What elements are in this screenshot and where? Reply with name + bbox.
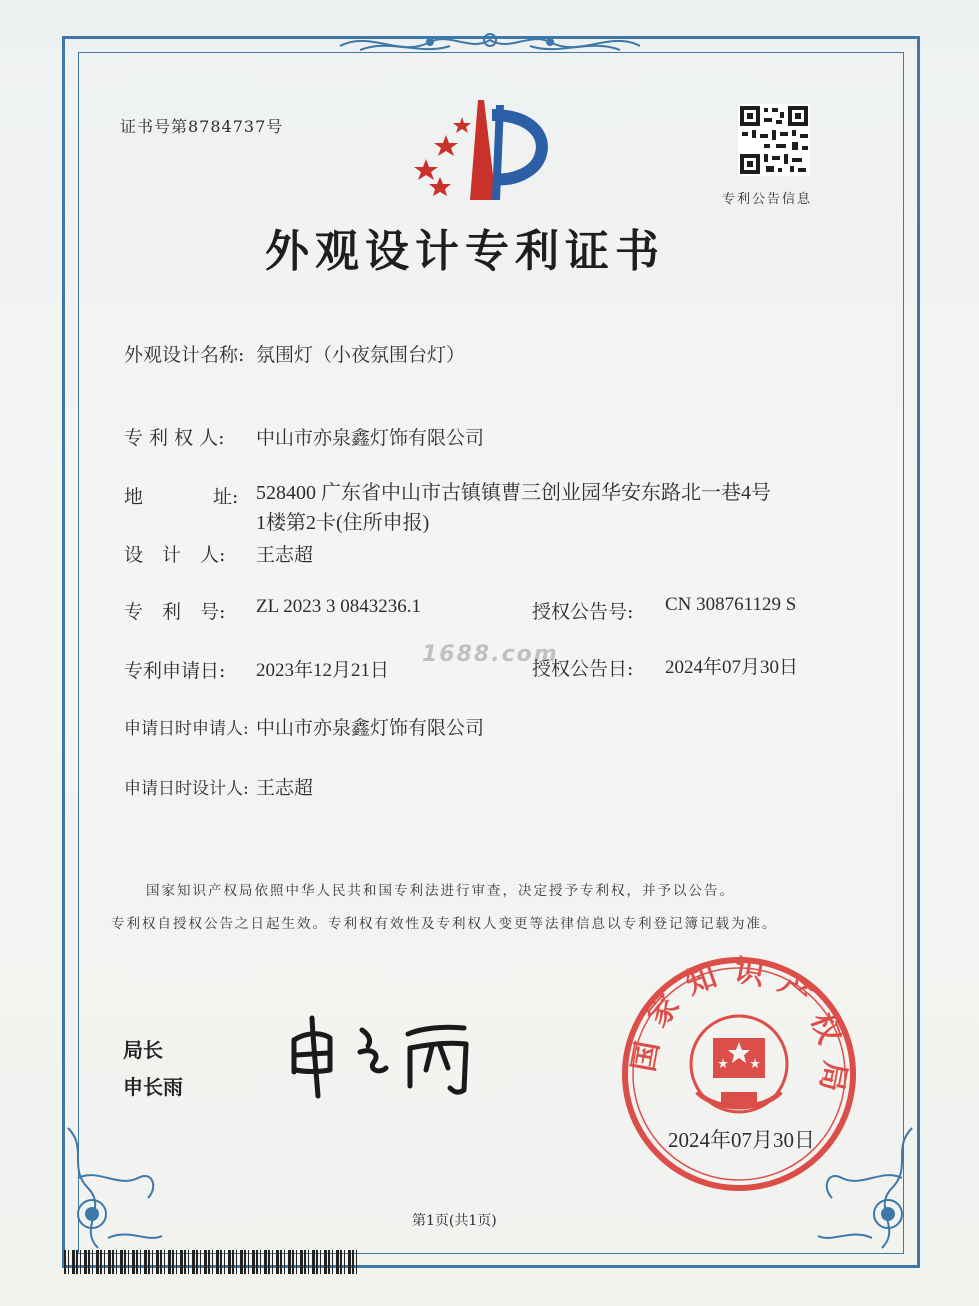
grant-date-label: 授权公告日: bbox=[532, 658, 634, 680]
design-name-label: 外观设计名称: bbox=[124, 344, 245, 366]
patent-number-value: ZL 2023 3 0843236.1 bbox=[256, 596, 422, 617]
official-seal bbox=[617, 952, 862, 1197]
applicant-at-filing-value: 中山市亦泉鑫灯饰有限公司 bbox=[256, 717, 485, 739]
seal-date: 2024年07月30日 bbox=[668, 1128, 815, 1152]
design-name-value: 氛围灯（小夜氛围台灯） bbox=[256, 344, 466, 366]
patent-number-label: 专 利 号: bbox=[124, 601, 226, 623]
notice-line-1: 国家知识产权局依照中华人民共和国专利法进行审查，决定授予专利权，并予以公告。 bbox=[146, 883, 735, 899]
designer-at-filing-value: 王志超 bbox=[256, 777, 314, 799]
patentee-label: 专 利 权 人: bbox=[124, 427, 225, 449]
page-indicator: 第1页(共1页) bbox=[412, 1213, 497, 1229]
address-line-2: 1楼第2卡(住所申报) bbox=[256, 512, 430, 534]
designer-at-filing-label: 申请日时设计人: bbox=[124, 779, 249, 799]
corner-ornament-bottom-left bbox=[58, 1118, 168, 1258]
address-line-1: 528400 广东省中山市古镇镇曹三创业园华安东路北一巷4号 bbox=[256, 482, 771, 504]
svg-text:国家知识产权局 bbox=[626, 953, 852, 1108]
qr-caption: 专利公告信息 bbox=[722, 192, 813, 207]
grant-date-value: 2024年07月30日 bbox=[665, 657, 799, 678]
grant-number-value: CN 308761129 S bbox=[665, 594, 797, 615]
certificate-number: 证书号第8784737号 bbox=[120, 117, 284, 136]
handwritten-signature bbox=[282, 1010, 497, 1100]
filing-date-label: 专利申请日: bbox=[124, 660, 226, 682]
grant-number-label: 授权公告号: bbox=[532, 601, 634, 623]
address-label-right: 址: bbox=[213, 486, 239, 508]
qr-code bbox=[738, 104, 810, 176]
certificate-title: 外观设计专利证书 bbox=[265, 226, 665, 277]
director-title: 局长 bbox=[123, 1038, 163, 1062]
filing-date-value: 2023年12月21日 bbox=[256, 660, 390, 681]
top-ornament bbox=[330, 28, 650, 58]
barcode bbox=[64, 1250, 359, 1274]
designer-value: 王志超 bbox=[256, 544, 314, 566]
notice-line-2: 专利权自授权公告之日起生效。专利权有效性及专利权人变更等法律信息以专利登记簿记载为准。 bbox=[111, 916, 778, 932]
cnipa-logo bbox=[400, 95, 560, 205]
director-name: 申长雨 bbox=[123, 1075, 183, 1099]
applicant-at-filing-label: 申请日时申请人: bbox=[124, 719, 249, 739]
patentee-value: 中山市亦泉鑫灯饰有限公司 bbox=[256, 427, 485, 449]
site-watermark: 1688.com bbox=[422, 642, 559, 667]
designer-label: 设 计 人: bbox=[124, 544, 226, 566]
seal-text: 国家知识产权局 bbox=[626, 953, 853, 1109]
address-label-left: 地 bbox=[124, 486, 144, 508]
